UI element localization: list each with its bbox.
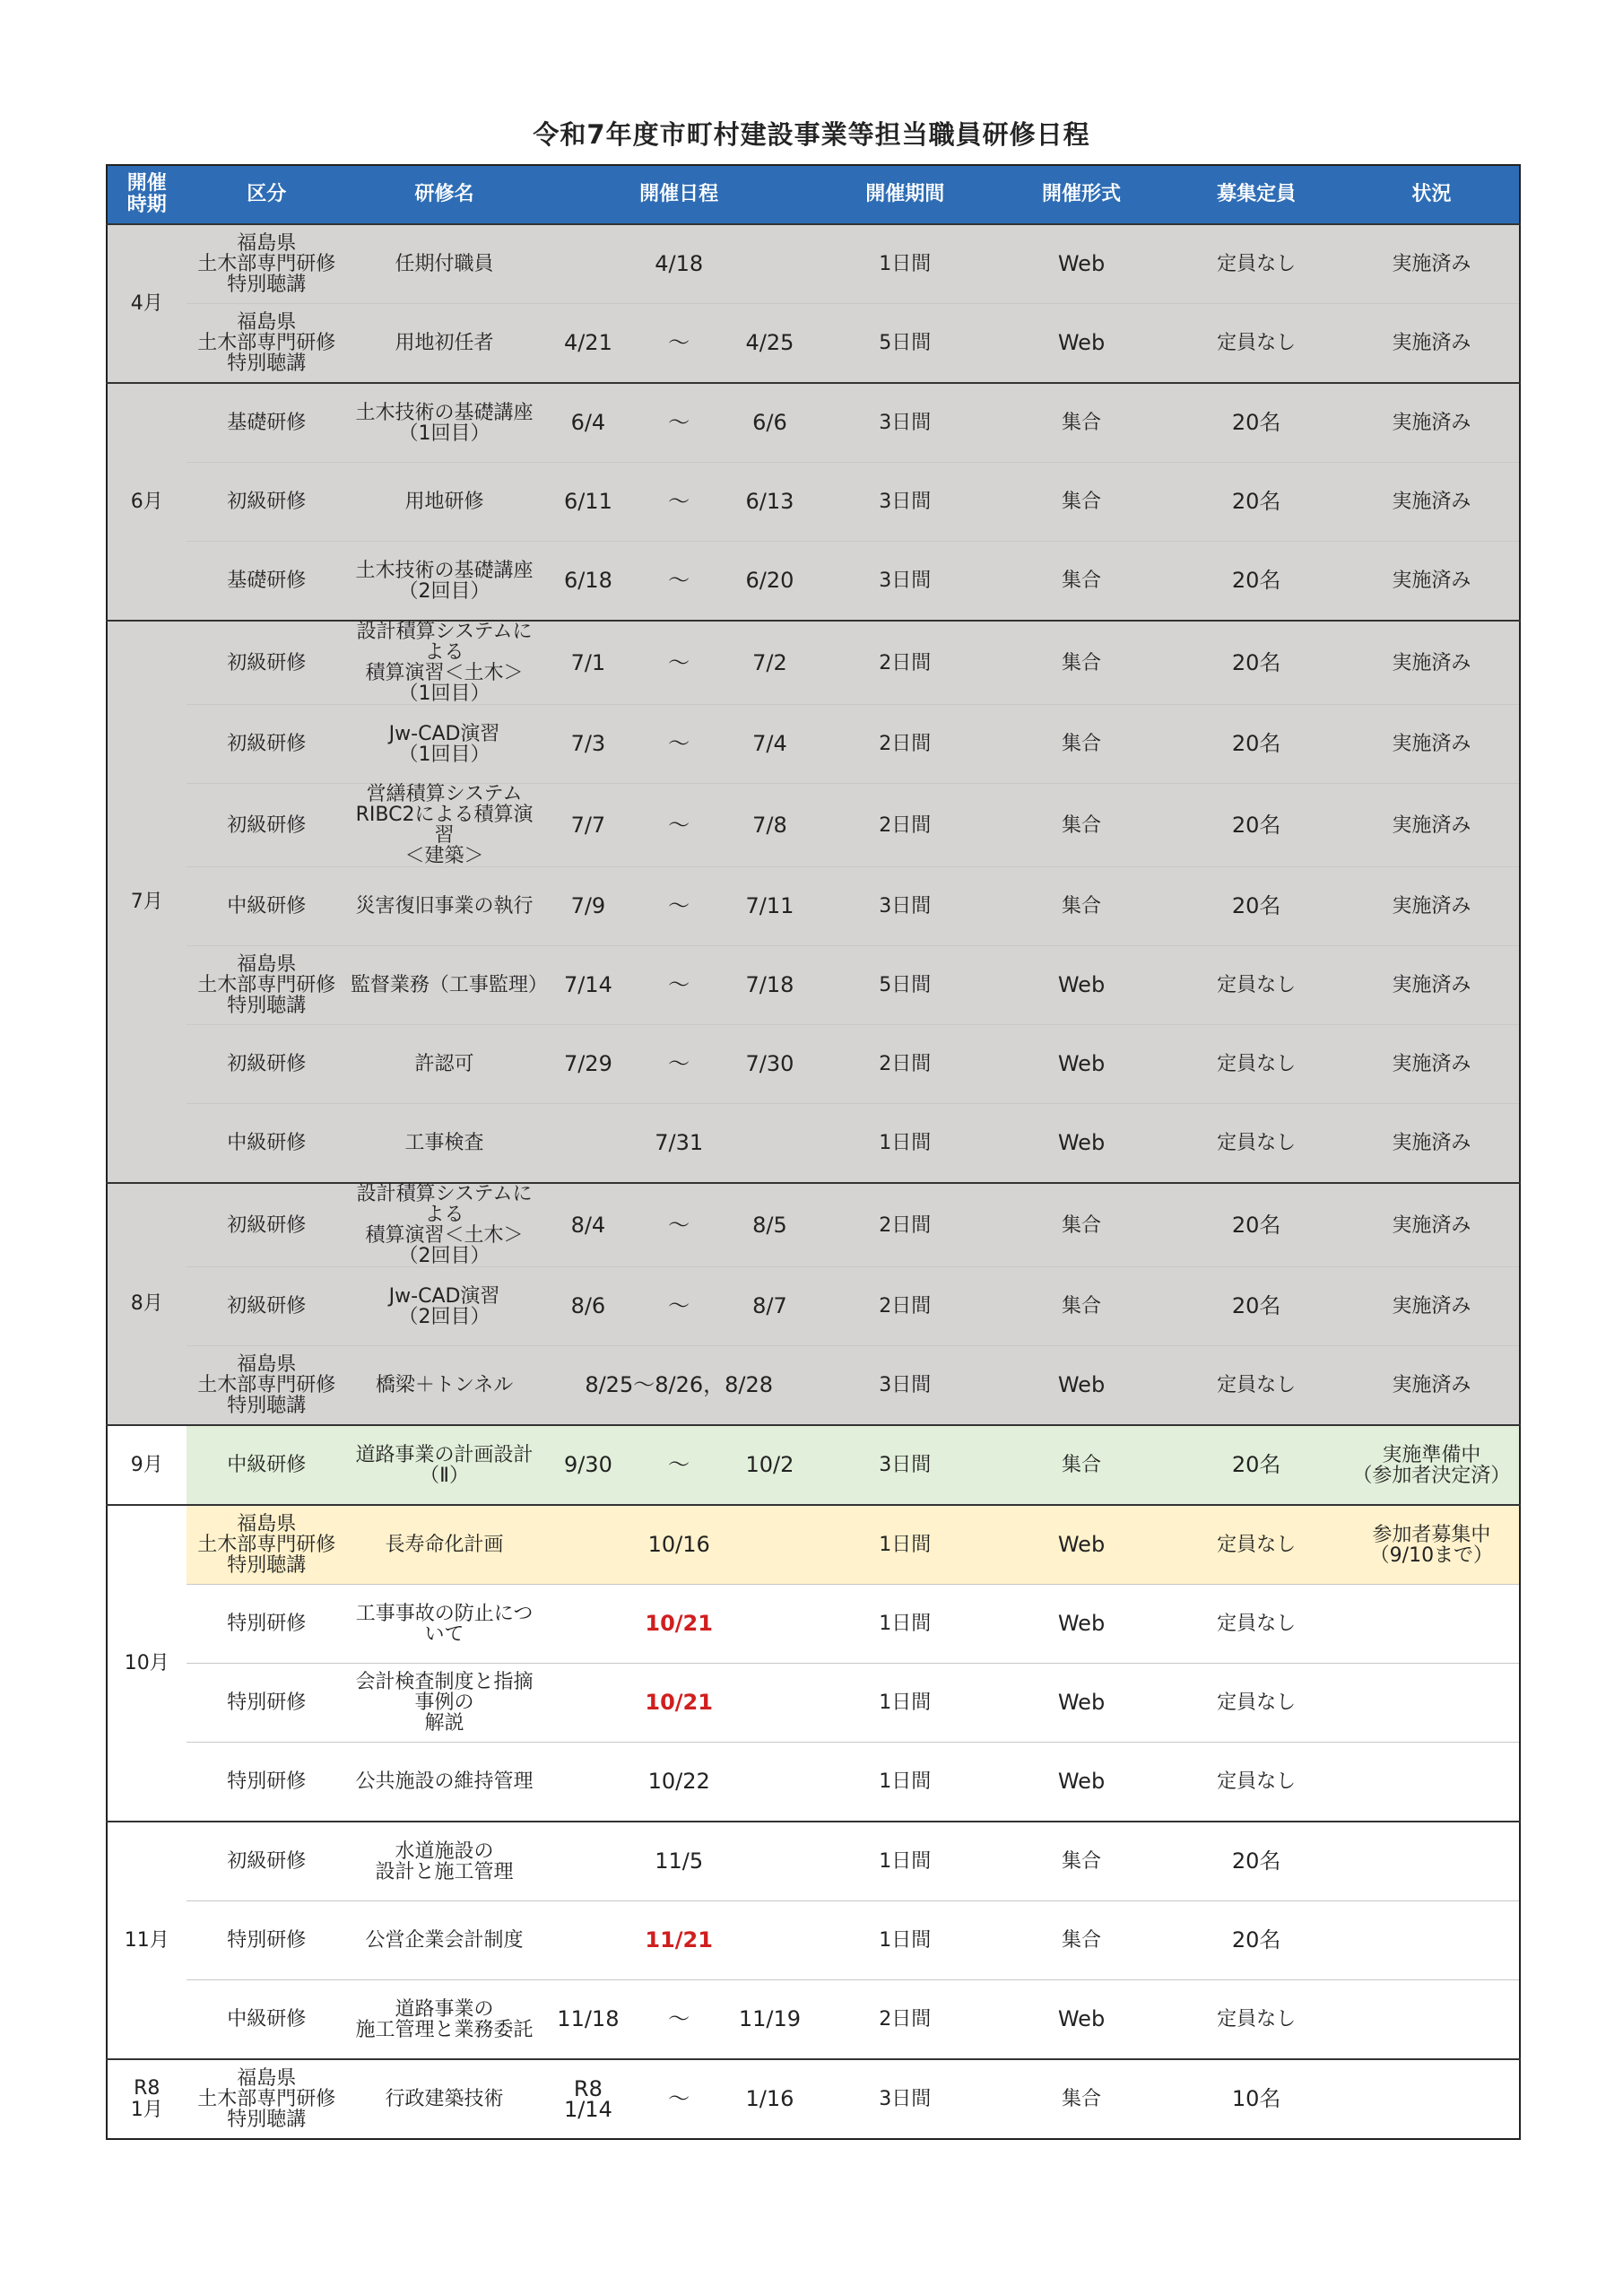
date-tilde-cell: ～: [635, 1980, 724, 2060]
date-from-cell: 7/9: [542, 867, 634, 946]
table-row: [107, 1104, 1520, 1184]
course-cell: 橋梁＋トンネル: [347, 1346, 542, 1426]
capacity-cell: 20名: [1169, 1822, 1344, 1901]
course-cell: 公営企業会計制度: [347, 1901, 542, 1980]
capacity-cell: 20名: [1169, 1425, 1344, 1505]
status-cell: 実施済み: [1344, 621, 1520, 705]
status-cell: [1344, 1901, 1520, 1980]
date-tilde-cell: ～: [635, 542, 724, 622]
category-cell: 特別研修: [187, 1901, 347, 1980]
duration-cell: 2日間: [816, 1980, 994, 2060]
course-cell: 道路事業の 施工管理と業務委託: [347, 1980, 542, 2060]
course-cell: 用地初任者: [347, 304, 542, 384]
date-tilde-cell: ～: [635, 1025, 724, 1104]
duration-cell: 3日間: [816, 1346, 994, 1426]
course-cell: 監督業務（工事監理）: [347, 946, 542, 1025]
format-cell: 集合: [994, 1183, 1168, 1267]
category-cell: 特別研修: [187, 1664, 347, 1743]
course-cell: 設計積算システムによる 積算演習＜土木＞ （2回目）: [347, 1183, 542, 1267]
capacity-cell: 20名: [1169, 621, 1344, 705]
page-title: 令和7年度市町村建設事業等担当職員研修日程: [533, 119, 1090, 150]
capacity-cell: 20名: [1169, 383, 1344, 463]
date-to-cell: 7/18: [724, 946, 816, 1025]
format-cell: 集合: [994, 867, 1168, 946]
capacity-cell: 定員なし: [1169, 304, 1344, 384]
category-cell: 中級研修: [187, 867, 347, 946]
course-cell: 災害復旧事業の執行: [347, 867, 542, 946]
date-tilde-cell: ～: [635, 1425, 724, 1505]
duration-cell: 2日間: [816, 621, 994, 705]
course-cell: 道路事業の計画設計（Ⅱ）: [347, 1425, 542, 1505]
duration-cell: 3日間: [816, 542, 994, 622]
table-row: [107, 1267, 1520, 1346]
duration-cell: 2日間: [816, 705, 994, 784]
status-cell: [1344, 1743, 1520, 1822]
duration-cell: 5日間: [816, 304, 994, 384]
status-cell: 実施済み: [1344, 1183, 1520, 1267]
status-cell: [1344, 1980, 1520, 2060]
category-cell: 中級研修: [187, 1104, 347, 1184]
table-row: [107, 542, 1520, 622]
status-cell: [1344, 1822, 1520, 1901]
table-row: [107, 1743, 1520, 1822]
header-period: 開催 時期: [107, 165, 187, 224]
category-cell: 基礎研修: [187, 383, 347, 463]
course-cell: Jw-CAD演習 （1回目）: [347, 705, 542, 784]
capacity-cell: 20名: [1169, 705, 1344, 784]
format-cell: 集合: [994, 383, 1168, 463]
month-cell: 8月: [107, 1183, 187, 1425]
date-tilde-cell: ～: [635, 304, 724, 384]
date-tilde-cell: ～: [635, 1183, 724, 1267]
duration-cell: 1日間: [816, 224, 994, 304]
date-to-cell: 6/6: [724, 383, 816, 463]
date-to-cell: 7/30: [724, 1025, 816, 1104]
capacity-cell: 定員なし: [1169, 1585, 1344, 1664]
format-cell: 集合: [994, 1267, 1168, 1346]
capacity-cell: 定員なし: [1169, 224, 1344, 304]
date-to-cell: 7/8: [724, 784, 816, 867]
capacity-cell: 20名: [1169, 1267, 1344, 1346]
capacity-cell: 20名: [1169, 463, 1344, 542]
course-cell: Jw-CAD演習 （2回目）: [347, 1267, 542, 1346]
course-cell: 設計積算システムによる 積算演習＜土木＞ （1回目）: [347, 621, 542, 705]
header-schedule: 開催日程: [542, 165, 816, 224]
date-cell: 8/25～8/26，8/28: [542, 1346, 816, 1426]
capacity-cell: 20名: [1169, 1183, 1344, 1267]
duration-cell: 2日間: [816, 1025, 994, 1104]
course-cell: 工事事故の防止について: [347, 1585, 542, 1664]
table-row: [107, 1505, 1520, 1585]
date-from-cell: 7/7: [542, 784, 634, 867]
status-cell: 実施済み: [1344, 1346, 1520, 1426]
capacity-cell: 10名: [1169, 2059, 1344, 2139]
format-cell: Web: [994, 1743, 1168, 1822]
course-cell: 営繕積算システム RIBC2による積算演習 ＜建築＞: [347, 784, 542, 867]
duration-cell: 2日間: [816, 1183, 994, 1267]
date-to-cell: 10/2: [724, 1425, 816, 1505]
table-row: [107, 621, 1520, 705]
category-cell: 初級研修: [187, 1183, 347, 1267]
status-cell: 実施済み: [1344, 542, 1520, 622]
format-cell: Web: [994, 1346, 1168, 1426]
status-cell: [1344, 2059, 1520, 2139]
date-tilde-cell: ～: [635, 946, 724, 1025]
category-cell: 特別研修: [187, 1743, 347, 1822]
duration-cell: 5日間: [816, 946, 994, 1025]
category-cell: 福島県 土木部専門研修 特別聴講: [187, 1346, 347, 1426]
duration-cell: 1日間: [816, 1505, 994, 1585]
date-to-cell: 8/7: [724, 1267, 816, 1346]
date-from-cell: 7/3: [542, 705, 634, 784]
duration-cell: 1日間: [816, 1585, 994, 1664]
format-cell: 集合: [994, 621, 1168, 705]
category-cell: 初級研修: [187, 463, 347, 542]
table-row: [107, 463, 1520, 542]
date-tilde-cell: ～: [635, 383, 724, 463]
date-cell: 10/22: [542, 1743, 816, 1822]
format-cell: 集合: [994, 784, 1168, 867]
date-cell: 11/21: [542, 1901, 816, 1980]
category-cell: 基礎研修: [187, 542, 347, 622]
duration-cell: 1日間: [816, 1822, 994, 1901]
date-from-cell: 8/4: [542, 1183, 634, 1267]
status-cell: 実施済み: [1344, 946, 1520, 1025]
duration-cell: 1日間: [816, 1104, 994, 1184]
format-cell: Web: [994, 1104, 1168, 1184]
course-cell: 行政建築技術: [347, 2059, 542, 2139]
format-cell: 集合: [994, 463, 1168, 542]
course-cell: 任期付職員: [347, 224, 542, 304]
date-tilde-cell: ～: [635, 1267, 724, 1346]
date-cell: 10/21: [542, 1585, 816, 1664]
status-cell: 実施済み: [1344, 1104, 1520, 1184]
table-row: [107, 705, 1520, 784]
format-cell: Web: [994, 1664, 1168, 1743]
date-from-cell: 4/21: [542, 304, 634, 384]
date-to-cell: 11/19: [724, 1980, 816, 2060]
date-cell: 4/18: [542, 224, 816, 304]
duration-cell: 3日間: [816, 1425, 994, 1505]
date-tilde-cell: ～: [635, 784, 724, 867]
course-cell: 会計検査制度と指摘事例の 解説: [347, 1664, 542, 1743]
date-to-cell: 7/2: [724, 621, 816, 705]
format-cell: 集合: [994, 705, 1168, 784]
date-cell: 10/16: [542, 1505, 816, 1585]
table-row: [107, 1425, 1520, 1505]
format-cell: Web: [994, 1505, 1168, 1585]
duration-cell: 1日間: [816, 1664, 994, 1743]
table-row: [107, 2059, 1520, 2139]
capacity-cell: 定員なし: [1169, 1346, 1344, 1426]
date-from-cell: 9/30: [542, 1425, 634, 1505]
capacity-cell: 定員なし: [1169, 1505, 1344, 1585]
format-cell: Web: [994, 946, 1168, 1025]
status-cell: 実施済み: [1344, 705, 1520, 784]
format-cell: 集合: [994, 1901, 1168, 1980]
course-cell: 水道施設の 設計と施工管理: [347, 1822, 542, 1901]
format-cell: 集合: [994, 1822, 1168, 1901]
duration-cell: 2日間: [816, 1267, 994, 1346]
date-from-cell: 6/4: [542, 383, 634, 463]
table-row: [107, 1346, 1520, 1426]
header-status: 状況: [1344, 165, 1520, 224]
category-cell: 初級研修: [187, 705, 347, 784]
format-cell: Web: [994, 1025, 1168, 1104]
status-cell: 実施済み: [1344, 784, 1520, 867]
date-to-cell: 1/16: [724, 2059, 816, 2139]
header-format: 開催形式: [994, 165, 1168, 224]
date-to-cell: 6/20: [724, 542, 816, 622]
course-cell: 長寿命化計画: [347, 1505, 542, 1585]
status-cell: 実施済み: [1344, 224, 1520, 304]
category-cell: 福島県 土木部専門研修 特別聴講: [187, 2059, 347, 2139]
duration-cell: 2日間: [816, 784, 994, 867]
table-row: [107, 1183, 1520, 1267]
status-cell: 参加者募集中 （9/10まで）: [1344, 1505, 1520, 1585]
category-cell: 中級研修: [187, 1425, 347, 1505]
course-cell: 土木技術の基礎講座 （2回目）: [347, 542, 542, 622]
table-row: [107, 1980, 1520, 2060]
table-row: [107, 867, 1520, 946]
table-row: [107, 224, 1520, 304]
category-cell: 福島県 土木部専門研修 特別聴講: [187, 1505, 347, 1585]
status-cell: 実施準備中 （参加者決定済）: [1344, 1425, 1520, 1505]
category-cell: 初級研修: [187, 1025, 347, 1104]
status-cell: 実施済み: [1344, 463, 1520, 542]
date-to-cell: 4/25: [724, 304, 816, 384]
date-to-cell: 6/13: [724, 463, 816, 542]
capacity-cell: 20名: [1169, 1901, 1344, 1980]
table-row: [107, 946, 1520, 1025]
status-cell: 実施済み: [1344, 304, 1520, 384]
date-tilde-cell: ～: [635, 621, 724, 705]
capacity-cell: 定員なし: [1169, 1980, 1344, 2060]
date-from-cell: 7/29: [542, 1025, 634, 1104]
date-tilde-cell: ～: [635, 705, 724, 784]
month-cell: 7月: [107, 621, 187, 1183]
category-cell: 初級研修: [187, 784, 347, 867]
date-from-cell: 7/14: [542, 946, 634, 1025]
month-cell: 6月: [107, 383, 187, 621]
date-tilde-cell: ～: [635, 867, 724, 946]
capacity-cell: 定員なし: [1169, 1104, 1344, 1184]
header-row: [107, 165, 1520, 224]
capacity-cell: 20名: [1169, 867, 1344, 946]
month-cell: 9月: [107, 1425, 187, 1505]
format-cell: Web: [994, 224, 1168, 304]
date-from-cell: 11/18: [542, 1980, 634, 2060]
format-cell: 集合: [994, 2059, 1168, 2139]
capacity-cell: 定員なし: [1169, 1025, 1344, 1104]
table-row: [107, 1025, 1520, 1104]
date-cell: 10/21: [542, 1664, 816, 1743]
month-cell: 11月: [107, 1822, 187, 2059]
header-duration: 開催期間: [816, 165, 994, 224]
duration-cell: 3日間: [816, 383, 994, 463]
table-row: [107, 1901, 1520, 1980]
date-to-cell: 8/5: [724, 1183, 816, 1267]
format-cell: Web: [994, 304, 1168, 384]
course-cell: 公共施設の維持管理: [347, 1743, 542, 1822]
capacity-cell: 定員なし: [1169, 1664, 1344, 1743]
header-course: 研修名: [347, 165, 542, 224]
course-cell: 用地研修: [347, 463, 542, 542]
duration-cell: 1日間: [816, 1743, 994, 1822]
format-cell: Web: [994, 1585, 1168, 1664]
table-row: [107, 383, 1520, 463]
category-cell: 福島県 土木部専門研修 特別聴講: [187, 946, 347, 1025]
status-cell: 実施済み: [1344, 867, 1520, 946]
course-cell: 工事検査: [347, 1104, 542, 1184]
month-cell: 10月: [107, 1505, 187, 1822]
duration-cell: 3日間: [816, 2059, 994, 2139]
date-to-cell: 7/4: [724, 705, 816, 784]
header-category: 区分: [187, 165, 347, 224]
date-tilde-cell: ～: [635, 463, 724, 542]
capacity-cell: 定員なし: [1169, 1743, 1344, 1822]
capacity-cell: 20名: [1169, 542, 1344, 622]
schedule-table: [106, 164, 1521, 2140]
status-cell: [1344, 1585, 1520, 1664]
table-row: [107, 304, 1520, 384]
category-cell: 初級研修: [187, 1267, 347, 1346]
course-cell: 許認可: [347, 1025, 542, 1104]
duration-cell: 3日間: [816, 463, 994, 542]
status-cell: 実施済み: [1344, 383, 1520, 463]
category-cell: 特別研修: [187, 1585, 347, 1664]
date-cell: 11/5: [542, 1822, 816, 1901]
table-row: [107, 1664, 1520, 1743]
table-row: [107, 1822, 1520, 1901]
month-cell: R8 1月: [107, 2059, 187, 2139]
status-cell: [1344, 1664, 1520, 1743]
date-from-cell: 8/6: [542, 1267, 634, 1346]
capacity-cell: 20名: [1169, 784, 1344, 867]
status-cell: 実施済み: [1344, 1267, 1520, 1346]
course-cell: 土木技術の基礎講座 （1回目）: [347, 383, 542, 463]
status-cell: 実施済み: [1344, 1025, 1520, 1104]
format-cell: 集合: [994, 542, 1168, 622]
date-from-cell: 6/11: [542, 463, 634, 542]
format-cell: Web: [994, 1980, 1168, 2060]
date-from-cell: 6/18: [542, 542, 634, 622]
date-from-cell: 7/1: [542, 621, 634, 705]
duration-cell: 1日間: [816, 1901, 994, 1980]
date-to-cell: 7/11: [724, 867, 816, 946]
category-cell: 初級研修: [187, 1822, 347, 1901]
format-cell: 集合: [994, 1425, 1168, 1505]
date-from-cell: R8 1/14: [542, 2059, 634, 2139]
category-cell: 中級研修: [187, 1980, 347, 2060]
month-cell: 4月: [107, 224, 187, 383]
date-cell: 7/31: [542, 1104, 816, 1184]
header-capacity: 募集定員: [1169, 165, 1344, 224]
table-row: [107, 1585, 1520, 1664]
table-row: [107, 784, 1520, 867]
duration-cell: 3日間: [816, 867, 994, 946]
capacity-cell: 定員なし: [1169, 946, 1344, 1025]
date-tilde-cell: ～: [635, 2059, 724, 2139]
category-cell: 福島県 土木部専門研修 特別聴講: [187, 224, 347, 304]
category-cell: 福島県 土木部専門研修 特別聴講: [187, 304, 347, 384]
category-cell: 初級研修: [187, 621, 347, 705]
